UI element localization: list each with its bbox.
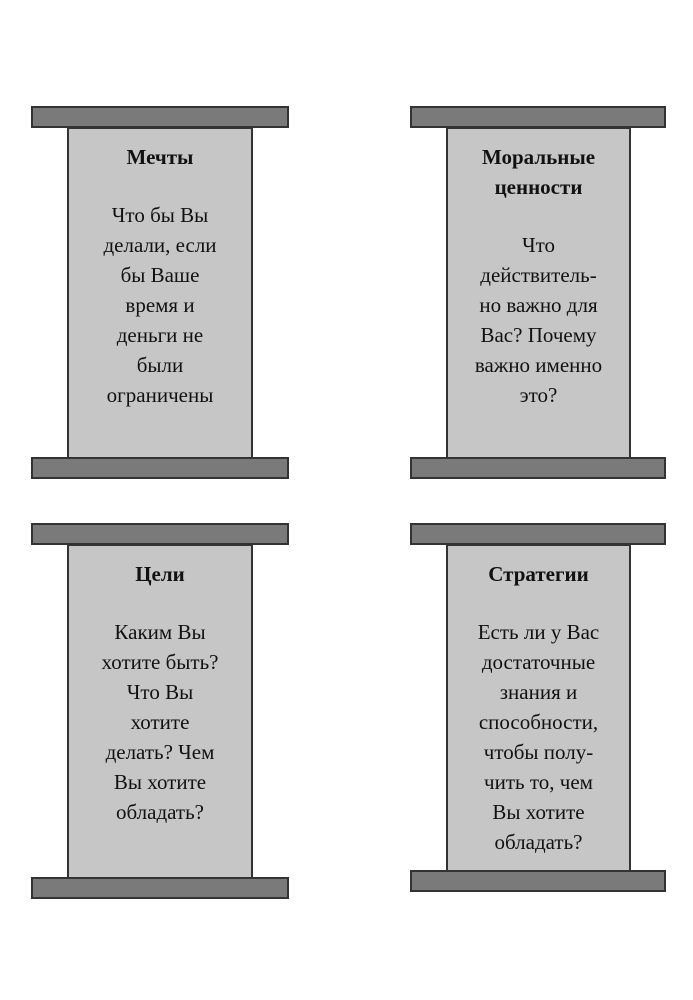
pillar-capital <box>31 106 289 128</box>
pillar-title: Моральные ценности <box>481 145 596 199</box>
pillar-shaft <box>446 544 631 872</box>
pillar-shaft <box>67 127 253 459</box>
pillar-base <box>410 457 666 479</box>
pillar-text: Есть ли у Вас достаточные знания и способности, чтобы полу- чить то, чем Вы хотите обладать? <box>477 620 600 854</box>
pillar-text: Каким Вы хотите быть? Что Вы хотите делать? Чем Вы хотите обладать? <box>101 620 219 824</box>
pillar-title: Мечты <box>126 145 194 169</box>
pillar-capital <box>31 523 289 545</box>
pillar-capital <box>410 523 666 545</box>
pillar-text: Что действитель- но важно для Вас? Почему важно именно это? <box>474 233 603 407</box>
pillar-base <box>31 877 289 899</box>
pillar-shaft <box>446 127 631 459</box>
pillar-base <box>410 870 666 892</box>
pillar-shaft <box>67 544 253 879</box>
pillar-base <box>31 457 289 479</box>
pillar-title: Цели <box>135 562 185 586</box>
pillar-capital <box>410 106 666 128</box>
pillar-title: Стратегии <box>488 562 589 586</box>
pillar-text: Что бы Вы делали, если бы Ваше время и деньги не были ограничены <box>103 203 217 407</box>
